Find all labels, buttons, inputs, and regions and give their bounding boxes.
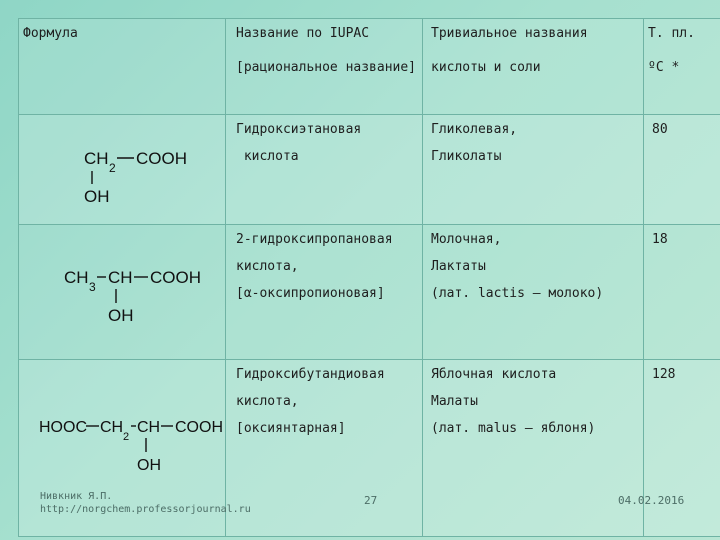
formula-group: HOOC	[39, 419, 87, 436]
salt-name: Гликолаты	[431, 149, 502, 164]
trivial-cell-malic	[423, 360, 644, 537]
mp-cell-malic	[644, 360, 720, 537]
mp-cell-glycolic	[644, 115, 720, 225]
iupac-cell-malic	[226, 360, 423, 537]
trivial-name: Яблочная кислота	[431, 367, 557, 382]
formula-cell-glycolic	[19, 115, 226, 225]
melting-point: 128	[652, 367, 676, 382]
formula-atom: CH	[84, 148, 109, 168]
mp-header-line1: Т. пл.	[648, 26, 695, 41]
formula-header: Формула	[23, 26, 78, 41]
formula-atom: CH	[137, 419, 161, 436]
iupac-cell-glycolic	[226, 115, 423, 225]
formula-group: COOH	[136, 148, 187, 168]
mp-header-cell	[644, 19, 720, 115]
formula-cell-lactic	[19, 225, 226, 360]
trivial-header-word1: Тривиальное	[431, 26, 518, 41]
formula-subscript: 2	[109, 160, 116, 175]
mp-cell-lactic	[644, 225, 720, 360]
table-row	[19, 225, 720, 360]
page-number: 27	[364, 494, 378, 507]
iupac-cell-lactic	[226, 225, 423, 360]
rational-name: [оксиянтарная]	[236, 421, 346, 436]
formula-atom: CH	[63, 268, 89, 287]
salt-name: Малаты	[431, 394, 478, 409]
trivial-header-cell	[423, 19, 644, 115]
formula-atom: CH	[100, 419, 124, 436]
trivial-name: Гликолевая,	[431, 122, 518, 137]
table-row	[19, 115, 720, 225]
trivial-cell-glycolic	[423, 115, 644, 225]
melting-point: 18	[652, 232, 668, 247]
header-row	[19, 19, 720, 115]
etymology-note: (лат. malus – яблоня)	[431, 421, 596, 436]
acids-table	[18, 18, 720, 537]
iupac-name: кислота,	[236, 394, 299, 409]
iupac-name: Гидроксиэтановая	[236, 122, 362, 137]
mp-header-line2: ºС *	[648, 60, 680, 75]
iupac-header-cell	[226, 19, 423, 115]
iupac-name: кислота,	[236, 259, 299, 274]
iupac-name: 2-гидроксипропановая	[236, 232, 393, 247]
salt-name: Лактаты	[431, 259, 486, 274]
formula-hydroxyl: OH	[84, 186, 110, 206]
footer-author: Нивкник Я.П.	[40, 491, 113, 502]
iupac-header-line2: [рациональное название]	[236, 60, 417, 75]
trivial-name: Молочная,	[431, 232, 502, 247]
trivial-header-line2: кислоты и соли	[431, 60, 541, 75]
formula-atom: CH	[107, 268, 133, 287]
lactic-acid-structure	[20, 237, 225, 347]
formula-subscript: 2	[123, 431, 130, 443]
trivial-header-word2: названия	[524, 26, 588, 41]
iupac-header-line1: Название по IUPAC	[236, 26, 370, 41]
rational-name: [α-оксипропионовая]	[236, 286, 385, 301]
footer-author-block	[40, 490, 251, 516]
iupac-name: Гидроксибутандиовая	[236, 367, 385, 382]
formula-group: COOH	[149, 268, 201, 287]
footer-url[interactable]: http://norgchem.professorjournal.ru	[40, 504, 251, 515]
footer-date: 04.02.2016	[618, 494, 685, 507]
formula-group: COOH	[175, 419, 223, 436]
formula-header-cell	[19, 19, 226, 115]
etymology-note: (лат. lactis – молоко)	[431, 286, 604, 301]
formula-hydroxyl: OH	[137, 457, 161, 474]
iupac-name: кислота	[236, 149, 299, 164]
melting-point: 80	[652, 122, 668, 137]
formula-subscript: 3	[88, 280, 96, 294]
glycolic-acid-structure	[22, 120, 222, 220]
trivial-cell-lactic	[423, 225, 644, 360]
formula-hydroxyl: OH	[107, 306, 133, 325]
